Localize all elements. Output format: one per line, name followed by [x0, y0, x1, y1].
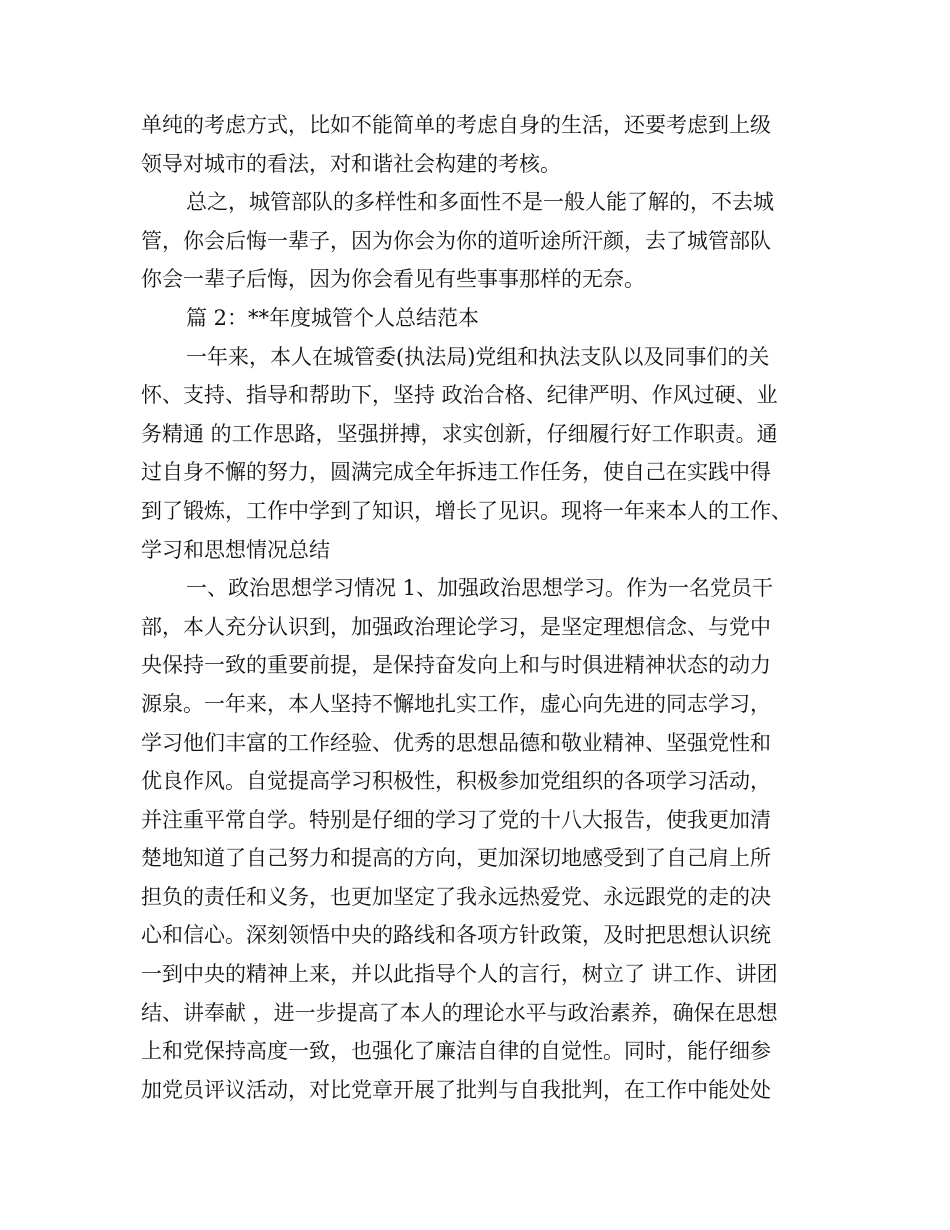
- text-line: 管，你会后悔一辈子，因为你会为你的道听途所汗颜，去了城管部队: [141, 228, 771, 253]
- text-line: 务精通 的工作思路，坚强拼搏，求实创新，仔细履行好工作职责。通: [141, 421, 778, 446]
- text-line: 学习他们丰富的工作经验、优秀的思想品德和敬业精神、坚强党性和: [141, 730, 771, 755]
- text-line: 央保持一致的重要前提，是保持奋发向上和与时俱进精神状态的动力: [141, 653, 771, 678]
- text-line: 过自身不懈的努力，圆满完成全年拆违工作任务，使自己在实践中得: [141, 460, 771, 485]
- text-line: 单纯的考虑方式，比如不能简单的考虑自身的生活，还要考虑到上级: [141, 113, 771, 137]
- text-line: 你会一辈子后悔，因为你会看见有些事事那样的无奈。: [141, 267, 645, 292]
- text-line: 到了锻炼，工作中学到了知识，增长了见识。现将一年来本人的工作、: [141, 498, 792, 523]
- text-line: 怀、支持、指导和帮助下，坚持 政治合格、纪律严明、作风过硬、业: [141, 383, 778, 408]
- text-line: 结、讲奉献 ，进一步提高了本人的理论水平与政治素养，确保在思想: [141, 1000, 778, 1025]
- text-line: 部，本人充分认识到，加强政治理论学习，是坚定理想信念、与党中: [141, 614, 771, 639]
- text-line: 一年来，本人在城管委(执法局)党组和执法支队以及同事们的关: [186, 344, 770, 369]
- text-line: 总之，城管部队的多样性和多面性不是一般人能了解的，不去城: [186, 190, 774, 215]
- text-line: 并注重平常自学。特别是仔细的学习了党的十八大报告，使我更加清: [141, 807, 771, 832]
- text-line: 心和信心。深刻领悟中央的路线和各项方针政策，及时把思想认识统: [141, 923, 771, 948]
- text-line: 优良作风。自觉提高学习积极性，积极参加党组织的各项学习活动，: [141, 769, 771, 794]
- text-line: 一、政治思想学习情况 1、加强政治思想学习。作为一名党员干: [186, 576, 774, 601]
- text-line: 一到中央的精神上来，并以此指导个人的言行，树立了 讲工作、讲团: [141, 962, 778, 987]
- document-body: [141, 106, 806, 1109]
- text-line: 源泉。一年来，本人坚持不懈地扎实工作，虚心向先进的同志学习，: [141, 691, 771, 716]
- text-line: 加党员评议活动，对比党章开展了批判与自我批判，在工作中能处处: [141, 1077, 771, 1102]
- text-line: 学习和思想情况总结: [141, 537, 330, 562]
- text-line: 担负的责任和义务，也更加坚定了我永远热爱党、永远跟党的走的决: [141, 884, 771, 909]
- section-heading: 篇 2：**年度城管个人总结范本: [186, 305, 480, 330]
- text-line: 领导对城市的看法，对和谐社会构建的考核。: [141, 151, 561, 176]
- text-line: 楚地知道了自己努力和提高的方向，更加深切地感受到了自己肩上所: [141, 846, 771, 871]
- text-line: 上和党保持高度一致，也强化了廉洁自律的自觉性。同时，能仔细参: [141, 1039, 771, 1064]
